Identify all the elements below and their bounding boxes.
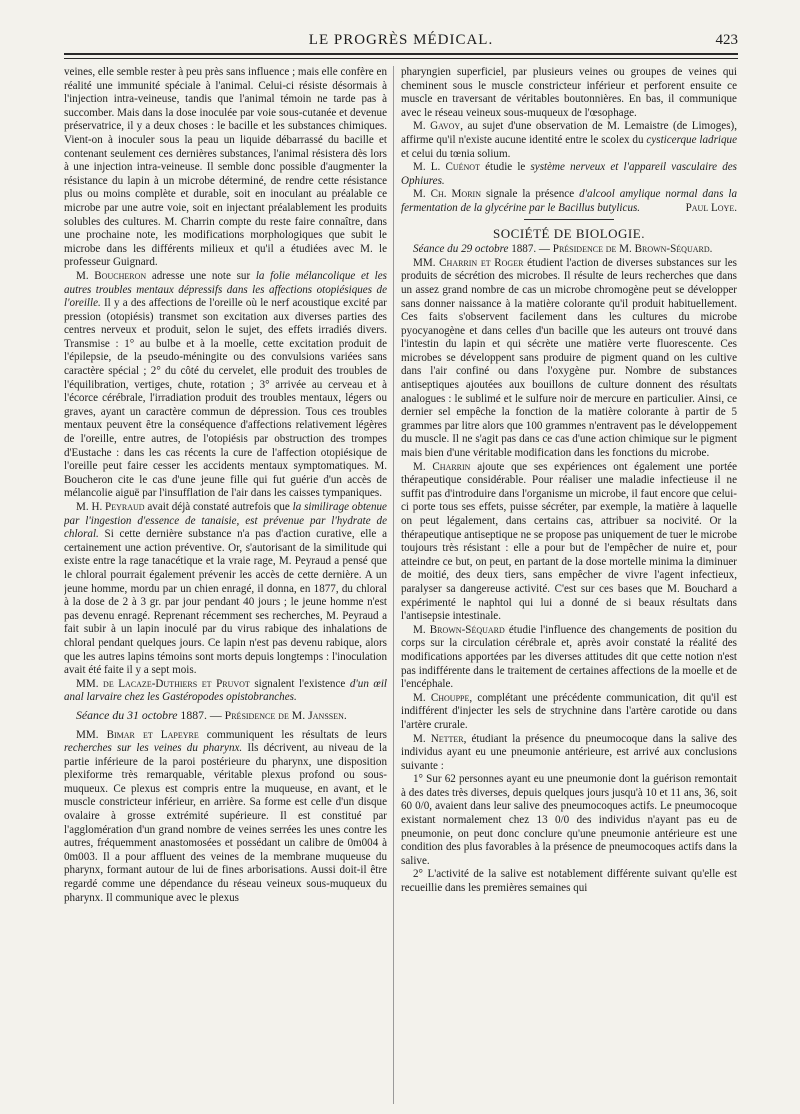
paragraph: [401, 161, 737, 188]
session-heading: [64, 709, 387, 723]
left-column: [64, 66, 387, 1106]
page-number: 423: [715, 32, 738, 48]
author-name: M. Brown-Séquard: [413, 623, 505, 636]
session-date: 29 octobre: [461, 243, 509, 256]
text-run: adresse une note sur: [146, 269, 256, 282]
header-rule-thick: [64, 53, 738, 55]
paragraph: [64, 501, 387, 678]
paragraph: [401, 120, 737, 161]
section-divider: [524, 219, 614, 220]
communication-title: d'un œil anal larvaire chez les Gastéropodes opistobranches.: [64, 677, 387, 704]
session-presidence: 1887. — Présidence de M. Brown-Séquard.: [511, 243, 713, 256]
communication-title: la folie mélancolique et les autres troubles mentaux dépressifs dans les affections otopiésiques de l'oreille.: [64, 269, 387, 310]
text-run: signalent l'existence: [249, 677, 350, 690]
paragraph: pharyngien superficiel, par plusieurs veines ou groupes de veines qui cheminent sous le muscle constricteur inférieur et perforent ensuite ce muscle en traversant de véritables boutonnières. En bas, il communique avec le réseau veineux sous-muqueux de l'œsophage.: [401, 66, 737, 119]
text-run: communiquent les résultats de leurs: [198, 728, 387, 741]
paragraph: veines, elle semble rester à peu près sans influence ; mais elle confère en réalité une immunité spéciale à l'animal. Celui-ci résiste désormais à l'injection intra-veineuse, tandis que l'animal témoin ne tarde pas à succomber. Mais dans la dose inoculée par voie sous-cutanée et devenue préservatrice, il y a deux choses : le bacille et les substances chimiques. Vient-on à inoculer sous la peau un liquide débarrassé du bacille et contenant seulement ces dernières substances, l'animal résistera dès lors à une injection intra-veineuse. Il semble donc possible d'augmenter la résistance du lapin à un microbe déterminé, de rendre cette résistance plus ou moins complète et durable, soit en inoculant au préalable ce microbe par une autre voie, soit en injectant préalablement les produits solubles des cultures. M. Charrin compte du reste faire connaître, dans une prochaine note, les modifications morphologiques que subit le microbe dans les différents milieux et qu'il a étudiées avec M. le professeur Guignard.: [64, 66, 387, 269]
paragraph: [64, 678, 387, 705]
session-label: Séance du: [76, 707, 125, 722]
signature: Paul Loye.: [685, 201, 737, 214]
text-run: Si cette dernière substance n'a pas d'action curative, elle a certainement une action préventive. Or, s'autorisant de la similitude qui existe entre la rage tanacétique et la vraie rage, M. Peyraud a pensé que le chloral pourrait également prévenir les accès de cette dernière. A un jeune homme, mordu par un chien enragé, il donna, en 1877, du chloral à la dose de 2 à 3 gr. par jour pendant 40 jours ; le jeune homme n'est pas devenu enragé. Reprenant récemment ses recherches, M. Peyraud a fait subir à un lapin inoculé par du virus rabique des inhalations de chloral pendant quelques jours. Ce lapin n'est pas devenu rabique, alors que les autres lapins témoins sont morts depuis longtemps : l'inoculation avait été faite il y a sept mois.: [64, 528, 387, 677]
paragraph: [401, 461, 737, 624]
author-name: MM. Bimar et Lapeyre: [76, 728, 199, 741]
text-run: signale la présence: [480, 188, 580, 201]
session-label: Séance du: [413, 243, 459, 256]
header-rule-thin: [64, 58, 738, 59]
text-run: , complétant une précédente communication, dit qu'il est indifférent d'injecter les sels de strychnine dans l'artère carotide ou dans l'artère crurale.: [401, 691, 737, 731]
author-name: M. L. Cuénot: [413, 161, 480, 174]
author-name: MM. de Lacaze-Duthiers et Pruvot: [76, 677, 250, 690]
author-name: M. H. Peyraud: [76, 501, 145, 513]
page-header: [64, 30, 738, 52]
paragraph: [401, 733, 737, 774]
author-name: M. Boucheron: [76, 269, 147, 282]
text-run: Ils décrivent, au niveau de la partie inférieure de la paroi postérieure du pharynx, une disposition plexiforme très remarquable, véritable plexus profond ou sous-muqueux. Ce plexus est compris entre la muqueuse, en avant, et le muscle constricteur inférieur, en arrière. Sa forme est celle d'un disque ovalaire à grosse extrémité supérieure. Il est constitué par l'agglomération d'un grand nombre de veines serrées les unes contre les autres, fréquemment anastomosées et possédant un calibre de 0m004 à 0m003. Il a pour affluent des veines de la membrane muqueuse du pharynx, formant autour de lui de fines arborisations. Aussi doit-il être regardé comme une dépendance du réseau veineux sous-muqueux du pharynx. Il communique avec le plexus: [64, 742, 387, 904]
right-column: [401, 66, 737, 1106]
session-heading: [401, 243, 737, 257]
paragraph: [401, 624, 737, 692]
author-name: M. Chouppe: [413, 691, 470, 704]
text-run: et celui du tœnia solium.: [401, 147, 511, 160]
text-run: , étudiant la présence du pneumocoque dans la salive des individus ayant eu une pneumonie antérieure, est arrivé aux conclusions suivante :: [401, 732, 737, 772]
paragraph: [64, 270, 387, 501]
paragraph: [64, 729, 387, 906]
author-name: M. Charrin: [413, 460, 471, 473]
paragraph: [401, 692, 737, 733]
communication-title: d'alcool amylique normal dans la fermentation de la glycérine par le Bacillus butylicus.: [401, 188, 737, 214]
column-divider: [393, 66, 394, 1104]
text-run: ajoute que ses expériences ont également une portée thérapeutique considérable. Pour réaliser une maladie infectieuse il ne suffit pas d'introduire dans l'organisme un microbe, il faut encore que celui-ci porte tous ses effets, puisse sécréter, par exemple, la matière à laquelle on peut légalement, dans certains cas, attribuer sa nocivité. Or la thérapeutique antiseptique ne se propose pas uniquement de tuer le microbe toujours très résistant : elle a pour but de l'empêcher de nuire et, pour atteindre ce but, on peut, en partant de la dose mortelle minima la diminuer de moitié, des deux tiers, sans empêcher de vivre l'agent infectieux, paralyser sa dangereuse activité. C'est sur ces bases que M. Bouchard a expérimenté le naphtol qui lui a donné de si beaux résultats dans l'antisepsie intestinale.: [401, 460, 737, 623]
author-name: MM. Charrin et Roger: [413, 256, 524, 269]
paragraph: 1° Sur 62 personnes ayant eu une pneumonie dont la guérison remontait à des dates très diverses, depuis quelques jours jusqu'à 10 et 11 ans, 36, soit 60 0/0, avaient dans leur salive des pneumocoques actifs. Le pneumocoque existant normalement chez 13 0/0 des individus n'ayant pas eu de pneumonie, on peut donc conclure qu'une pneumonie antérieure est une condition des plus favorables à la présence de pneumocoques actifs dans la salive.: [401, 773, 737, 867]
text-run: étudient l'action de diverses substances sur les produits de sécrétion des microbes. Il résulte de leurs recherches que dans un assez grand nombre de cas un microbe chromogène peut se développer sans donner naissance à la matière colorante qu'il produit habituellement. Ces faits s'observent facilement dans les cultures du microbe pyocyanogène et dans celles d'un bacille que les auteurs ont trouvé dans l'intestin du lapin et qui sécrète une matière verte fluorescente. Ces microbes se développent sans produire de pigment quand on les cultive dans l'air confiné ou dans l'oxygène pur. Nombre de substances antiseptiques ajoutées aux bouillons de culture donnent des résultats analogues : le sublimé et le sulfure noir de mercure en particulier. Ainsi, ce dernier sel empêche la fonction de la matière colorante à partir de 5 grammes par litre alors que 100 grammes n'entravent pas le développement du muscle. Il ne s'agit pas dans ce cas d'une action chimique sur le pigment mais bien d'une véritable modification dans les fonctions du microbe.: [401, 256, 737, 460]
text-run: Il y a des affections de l'oreille où le nerf acoustique excité par pression (otopiésis) transmet son excitation aux diverses parties des centres nerveux et produit, selon le sujet, des effets irradiés divers. Transmise : 1° au bulbe et à la moelle, cette excitation produit de l'épilepsie, de la pseudo-méningite ou des convulsions variées sans caractère spécial ; 2° du côté du cervelet, elle produit des troubles de l'équilibration, vertiges, chute, rotation ; 3° arrivée au cerveau et à l'écorce cérébrale, l'irradiation produit des troubles mentaux, légers ou graves, ayant un caractère commun de dépression. Tous ces troubles mentaux peuvent être la conséquence d'affections relativement légères de l'oreille, entre autres, de l'otopiésis par obstruction des trompes d'Eustache : dans les cas récents la cure de l'affection otopiésique de l'oreille peut faire cesser les accidents mentaux symptomatiques. M. Boucheron cite le cas d'une jeune fille qui fut guérie d'un accès de mélancolie aiguë par l'insufflation de l'air dans les caisses tympaniques.: [64, 297, 387, 500]
communication-title: la similirage obtenue par l'ingestion d'essence de tanaisie, est prévenue par l'hydrate de chloral.: [64, 501, 387, 541]
paragraph: [401, 257, 737, 461]
communication-title: système nerveux et l'appareil vasculaire des Ophiures.: [401, 161, 737, 187]
text-run: , au sujet d'une observation de M. Lemaistre (de Limoges), affirme qu'il n'existe aucune identité entre le scolex du: [401, 120, 737, 146]
paragraph: 2° L'activité de la salive est notablement différente suivant qu'elle est recueillie dans les premières semaines qui: [401, 868, 737, 895]
text-run: avait déjà constaté autrefois que: [144, 501, 293, 513]
communication-title: cysticerque ladrique: [646, 133, 737, 146]
session-date: 31 octobre: [127, 707, 178, 722]
author-name: M. Netter: [413, 732, 464, 745]
author-name: M. Ch. Morin: [413, 188, 481, 201]
journal-title: LE PROGRÈS MÉDICAL.: [308, 32, 494, 48]
paragraph: [401, 188, 737, 215]
session-presidence: 1887. — Présidence de M. Janssen.: [180, 707, 347, 722]
communication-title: recherches sur les veines du pharynx.: [64, 742, 243, 755]
text-run: étudie le: [479, 161, 531, 174]
section-title: SOCIÉTÉ DE BIOLOGIE.: [493, 225, 645, 241]
text-run: étudie l'influence des changements de position du corps sur la circulation cérébrale et, après avoir constaté la réalité des modifications apportées par les diverses attitudes dit que cette notion n'est pas indifférente dans le traitement de certaines affections de la moelle et de l'encéphale.: [401, 623, 737, 691]
author-name: M. Gavoy: [413, 120, 461, 133]
